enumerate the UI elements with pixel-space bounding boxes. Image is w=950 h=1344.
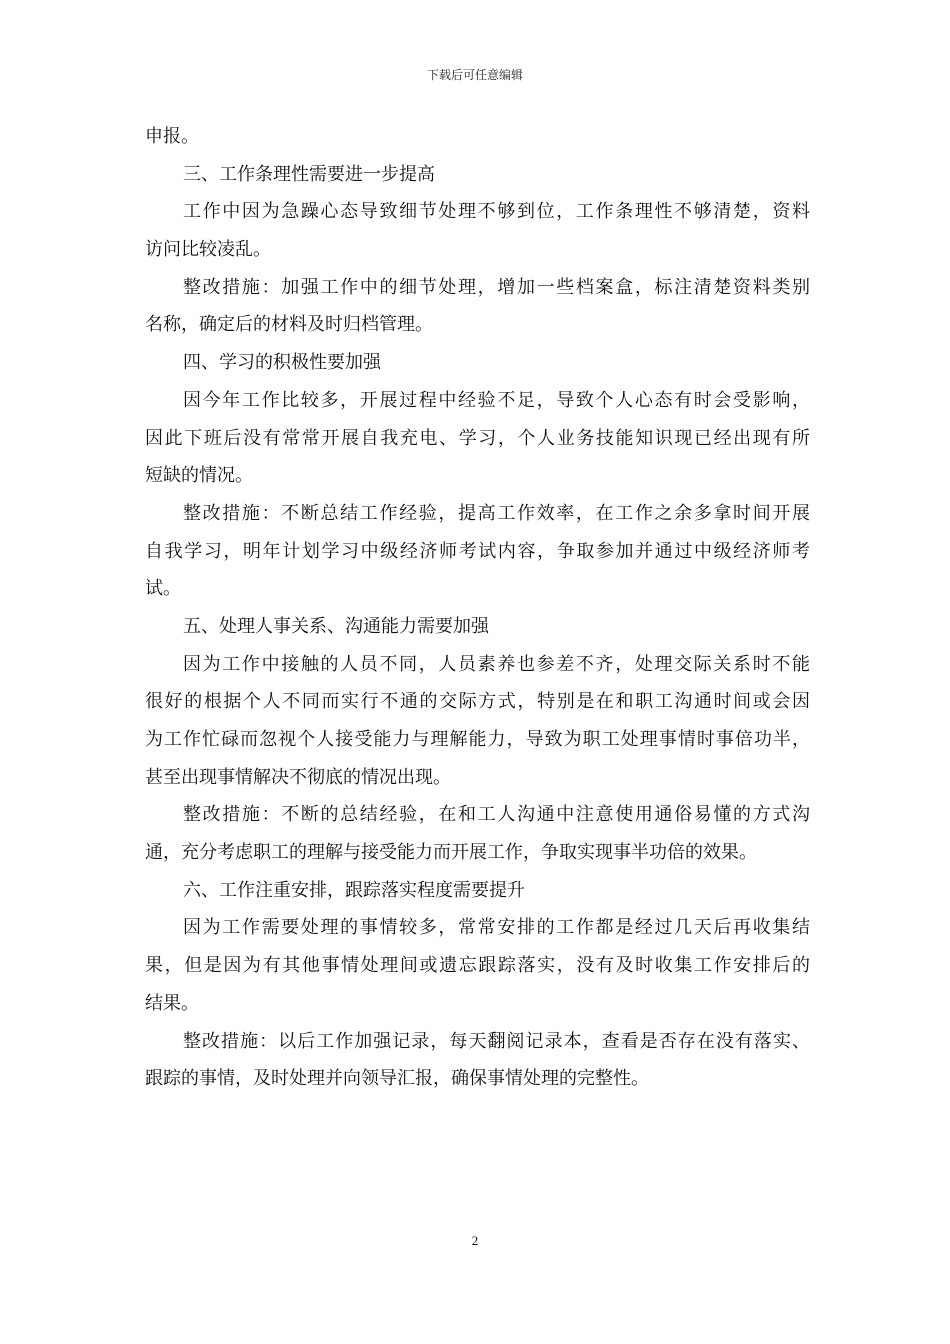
section-heading: 三、工作条理性需要进一步提高 [183,163,435,185]
text-line: 结果。 [145,992,199,1014]
text-line: 跟踪的事情，及时处理并向领导汇报，确保事情处理的完整性。 [145,1068,649,1090]
text-line: 因今年工作比较多，开展过程中经验不足，导致个人心态有时会受影响， [183,389,810,411]
text-line: 很好的根据个人不同而实行不通的交际方式，特别是在和职工沟通时间或会因 [145,691,810,713]
text-line: 试。 [145,578,181,600]
text-line: 访问比较凌乱。 [145,239,271,261]
text-line: 整改措施：不断的总结经验，在和工人沟通中注意使用通俗易懂的方式沟 [183,804,810,826]
text-line: 整改措施：加强工作中的细节处理，增加一些档案盒，标注清楚资料类别 [183,276,810,298]
text-line: 申报。 [145,126,199,147]
text-line: 整改措施：不断总结工作经验，提高工作效率，在工作之余多拿时间开展 [183,502,810,524]
section-heading: 六、工作注重安排，跟踪落实程度需要提升 [183,879,525,901]
text-line: 因此下班后没有常常开展自我充电、学习，个人业务技能知识现已经出现有所 [145,427,810,449]
text-line: 因为工作中接触的人员不同，人员素养也参差不齐，处理交际关系时不能 [183,653,810,675]
text-line: 果，但是因为有其他事情处理间或遗忘跟踪落实，没有及时收集工作安排后的 [145,955,810,977]
text-line: 甚至出现事情解决不彻底的情况出现。 [145,766,451,788]
page-header: 下载后可任意编辑 [426,68,523,82]
section-heading: 五、处理人事关系、沟通能力需要加强 [183,615,489,637]
document-body [145,118,810,1098]
text-line: 短缺的情况。 [145,465,253,487]
text-line: 名称，确定后的材料及时归档管理。 [145,314,433,336]
page-number: 2 [471,1233,479,1248]
text-line: 通，充分考虑职工的理解与接受能力而开展工作，争取实现事半功倍的效果。 [145,842,757,864]
text-line: 自我学习，明年计划学习中级经济师考试内容，争取参加并通过中级经济师考 [145,540,810,562]
section-heading: 四、学习的积极性要加强 [183,352,381,374]
text-line: 整改措施：以后工作加强记录，每天翻阅记录本，查看是否存在没有落实、 [183,1030,810,1052]
text-line: 工作中因为急躁心态导致细节处理不够到位，工作条理性不够清楚，资料 [183,201,810,223]
text-line: 为工作忙碌而忽视个人接受能力与理解能力，导致为职工处理事情时事倍功半， [145,729,810,750]
text-line: 因为工作需要处理的事情较多，常常安排的工作都是经过几天后再收集结 [183,917,810,939]
